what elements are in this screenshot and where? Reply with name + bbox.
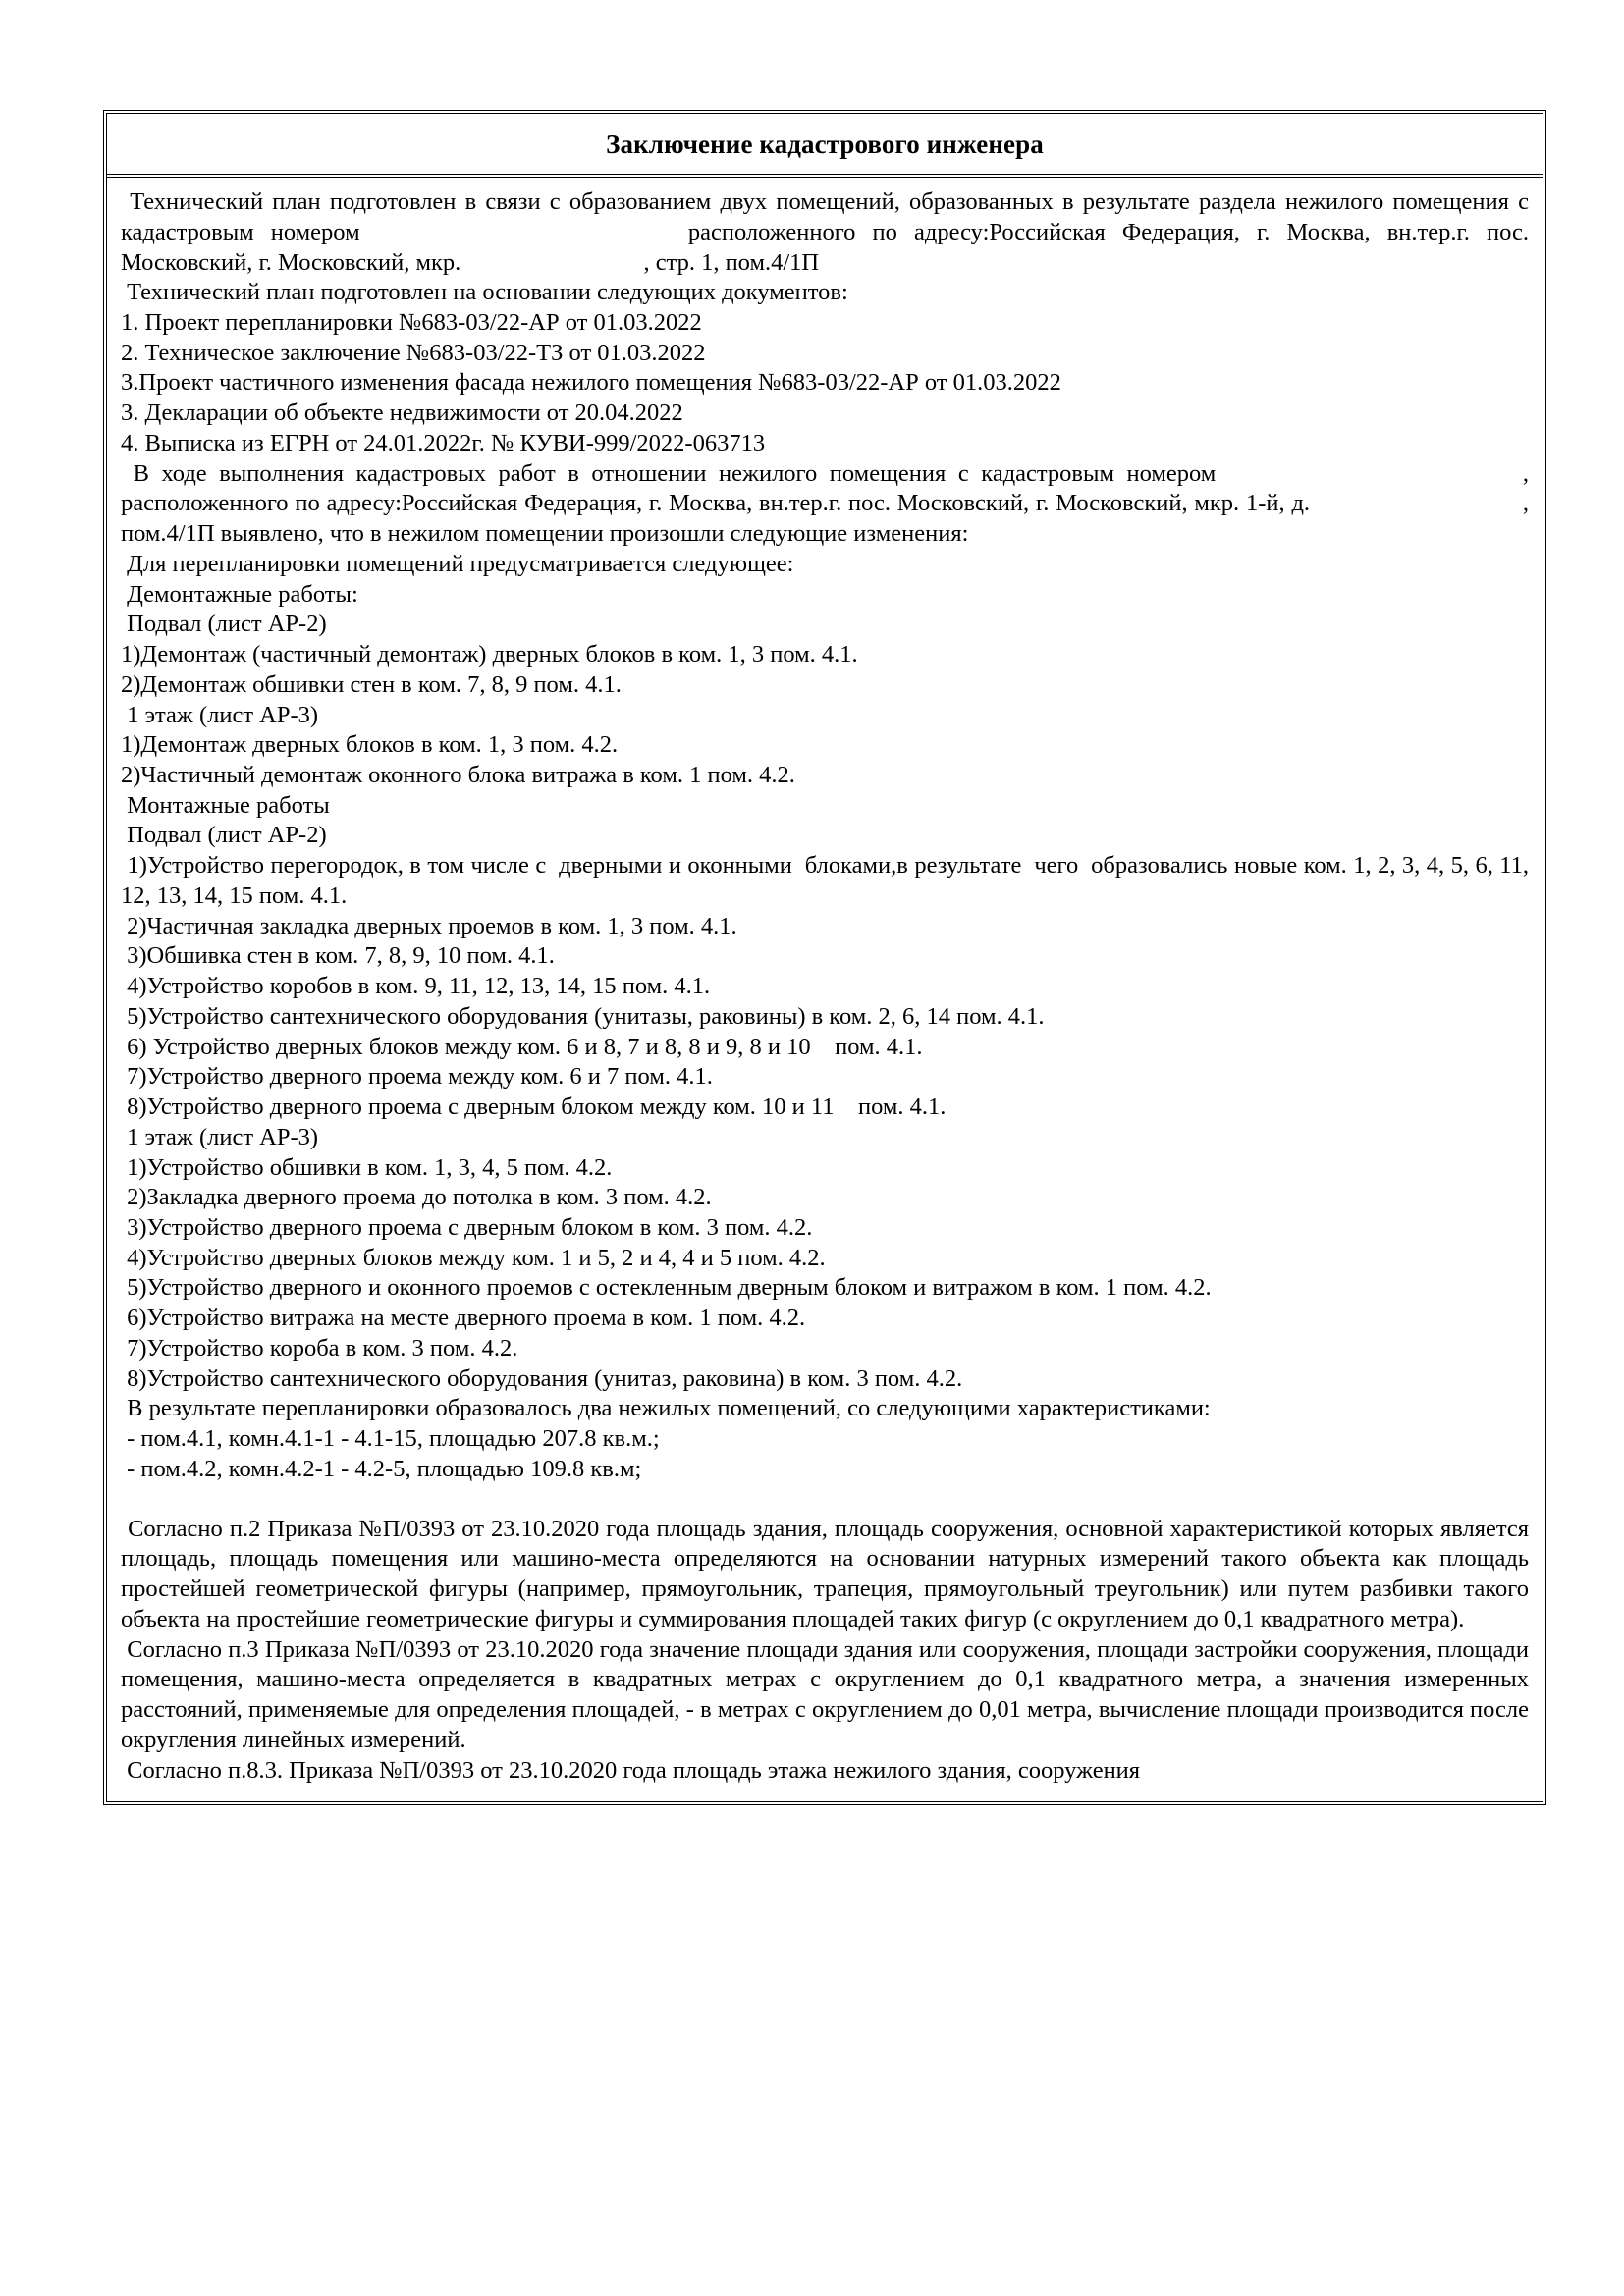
demolition-floor1-item: 2)Частичный демонтаж оконного блока витража в ком. 1 пом. 4.2. (121, 762, 795, 788)
survey-text-part-3: , пом.4/1П выявлено, что в нежилом помещении произошли следующие изменения: (121, 490, 1536, 548)
regulation-clause-2: Согласно п.2 Приказа №П/0393 от 23.10.2020 года площадь здания, площадь сооружения, основной характеристикой которых является площадь, площадь помещения или машино-места определяются на основании натурных измерений такого объекта как площадь простейшей геометрической фигуры (например, прямоугольник, трапеция, прямоугольный треугольник) или путем разбивки такого объекта на простейшие геометрические фигуры и суммирования площадей таких фигур (с округлением до 0,1 квадратного метра). (121, 1515, 1536, 1632)
assembly-floor1-item: 5)Устройство дверного и оконного проемов с остекленным дверным блоком и витражом в ком. 1 пом. 4.2. (121, 1274, 1212, 1302)
result-heading: В результате перепланировки образовалось два нежилых помещений, со следующими характеристиками: (121, 1395, 1211, 1422)
result-premise: - пом.4.1, комн.4.1-1 - 4.1-15, площадью 207.8 кв.м.; (121, 1425, 660, 1453)
assembly-floor1-item: 8)Устройство сантехнического оборудования (унитаз, раковина) в ком. 3 пом. 4.2. (121, 1364, 963, 1392)
assembly-floor1-item: 3)Устройство дверного проема с дверным блоком в ком. 3 пом. 4.2. (121, 1214, 813, 1242)
document-title-cell (107, 114, 1543, 178)
intro-text-part-3: , стр. 1, пом.4/1П (643, 248, 820, 276)
survey-text-part-1: В ходе выполнения кадастровых работ в отношении нежилого помещения с кадастровым номером (121, 459, 1228, 487)
assembly-basement-item: 4)Устройство коробов в ком. 9, 11, 12, 13, 14, 15 пом. 4.1. (121, 973, 711, 1000)
demolition-floor1-label: 1 этаж (лист АР-3) (121, 701, 319, 728)
documents-basis-item: 3. Декларации об объекте недвижимости от 20.04.2022 (121, 400, 683, 427)
assembly-basement-item: 6) Устройство дверных блоков между ком. 6 и 8, 7 и 8, 8 и 9, 8 и 10 пом. 4.1. (121, 1033, 923, 1060)
assembly-basement-item: 3)Обшивка стен в ком. 7, 8, 9, 10 пом. 4.1. (121, 942, 555, 970)
result-premise: - пом.4.2, комн.4.2-1 - 4.2-5, площадью 109.8 кв.м; (121, 1455, 642, 1482)
assembly-basement-item: 1)Устройство перегородок, в том числе с дверными и оконными блоками,в результате чего образовались новые ком. 1, 2, 3, 4, 5, 6, 11, 12, 13, 14, 15 пом. 4.1. (121, 852, 1536, 909)
reconstruction-intro: Для перепланировки помещений предусматривается следующее: (121, 550, 794, 577)
assembly-basement-item: 8)Устройство дверного проема с дверным блоком между ком. 10 и 11 пом. 4.1. (121, 1094, 947, 1121)
demolition-basement-label: Подвал (лист АР-2) (121, 611, 327, 638)
assembly-basement-item: 7)Устройство дверного проема между ком. 6 и 7 пом. 4.1. (121, 1063, 713, 1091)
demolition-heading: Демонтажные работы: (121, 580, 358, 608)
documents-basis-item: 1. Проект перепланировки №683-03/22-АР от 01.03.2022 (121, 308, 702, 336)
assembly-basement-item: 5)Устройство сантехнического оборудования (унитазы, раковины) в ком. 2, 6, 14 пом. 4.1. (121, 1002, 1045, 1030)
demolition-floor1-item: 1)Демонтаж дверных блоков в ком. 1, 3 пом. 4.2. (121, 731, 619, 759)
intro-text-part-1: Технический план подготовлен в связи с образованием двух помещений, образованных в результате раздела нежилого помещения с кадастровым номером (121, 188, 1536, 245)
documents-basis-item: 2. Техническое заключение №683-03/22-ТЗ от 01.03.2022 (121, 339, 706, 366)
assembly-floor1-item: 6)Устройство витража на месте дверного проема в ком. 1 пом. 4.2. (121, 1305, 806, 1332)
section-spacer (121, 1485, 1529, 1515)
survey-text-part-2: , расположенного по адресу:Российская Федерация, г. Москва, вн.тер.г. пос. Московский, г. Московский, мкр. 1-й, д. (121, 459, 1542, 517)
demolition-basement-item: 1)Демонтаж (частичный демонтаж) дверных блоков в ком. 1, 3 пом. 4.1. (121, 641, 858, 668)
assembly-floor1-item: 7)Устройство короба в ком. 3 пом. 4.2. (121, 1334, 518, 1362)
assembly-floor1-label: 1 этаж (лист АР-3) (121, 1123, 319, 1150)
assembly-basement-label: Подвал (лист АР-2) (121, 822, 327, 849)
documents-basis-item: 4. Выписка из ЕГРН от 24.01.2022г. № КУВИ-999/2022-063713 (121, 429, 766, 456)
document-body (107, 178, 1543, 1801)
document-frame (103, 110, 1546, 1805)
page-title: Заключение кадастрового инженера (606, 130, 1044, 159)
demolition-basement-item: 2)Демонтаж обшивки стен в ком. 7, 8, 9 пом. 4.1. (121, 670, 622, 698)
intro-text-part-2: расположенного по адресу:Российская Федерация, г. Москва, вн.тер.г. пос. Московский, г. Московский, мкр. (121, 218, 1536, 276)
intro-paragraph (121, 187, 1536, 278)
documents-basis-heading: Технический план подготовлен на основании следующих документов: (121, 279, 848, 306)
assembly-floor1-item: 2)Закладка дверного проема до потолка в ком. 3 пом. 4.2. (121, 1184, 712, 1211)
assembly-heading: Монтажные работы (121, 791, 330, 819)
assembly-floor1-item: 4)Устройство дверных блоков между ком. 1 и 5, 2 и 4, 4 и 5 пом. 4.2. (121, 1244, 826, 1271)
regulation-clause-3: Согласно п.3 Приказа №П/0393 от 23.10.2020 года значение площади здания или сооружения, площади застройки сооружения, площади помещения, машино-места определяется в квадратных метрах с округлением до 0,1 квадратного метра, а значения измеренных расстояний, применяемые для определения площадей, - в метрах с округлением до 0,01 метра, вычисление площади производится после округления линейных измерений. (121, 1635, 1536, 1753)
regulation-clause-8-3: Согласно п.8.3. Приказа №П/0393 от 23.10.2020 года площадь этажа нежилого здания, сооружения (121, 1756, 1141, 1784)
survey-paragraph (121, 459, 1542, 550)
assembly-basement-item: 2)Частичная закладка дверных проемов в ком. 1, 3 пом. 4.1. (121, 912, 737, 939)
documents-basis-item: 3.Проект частичного изменения фасада нежилого помещения №683-03/22-АР от 01.03.2022 (121, 369, 1061, 397)
assembly-floor1-item: 1)Устройство обшивки в ком. 1, 3, 4, 5 пом. 4.2. (121, 1153, 613, 1181)
